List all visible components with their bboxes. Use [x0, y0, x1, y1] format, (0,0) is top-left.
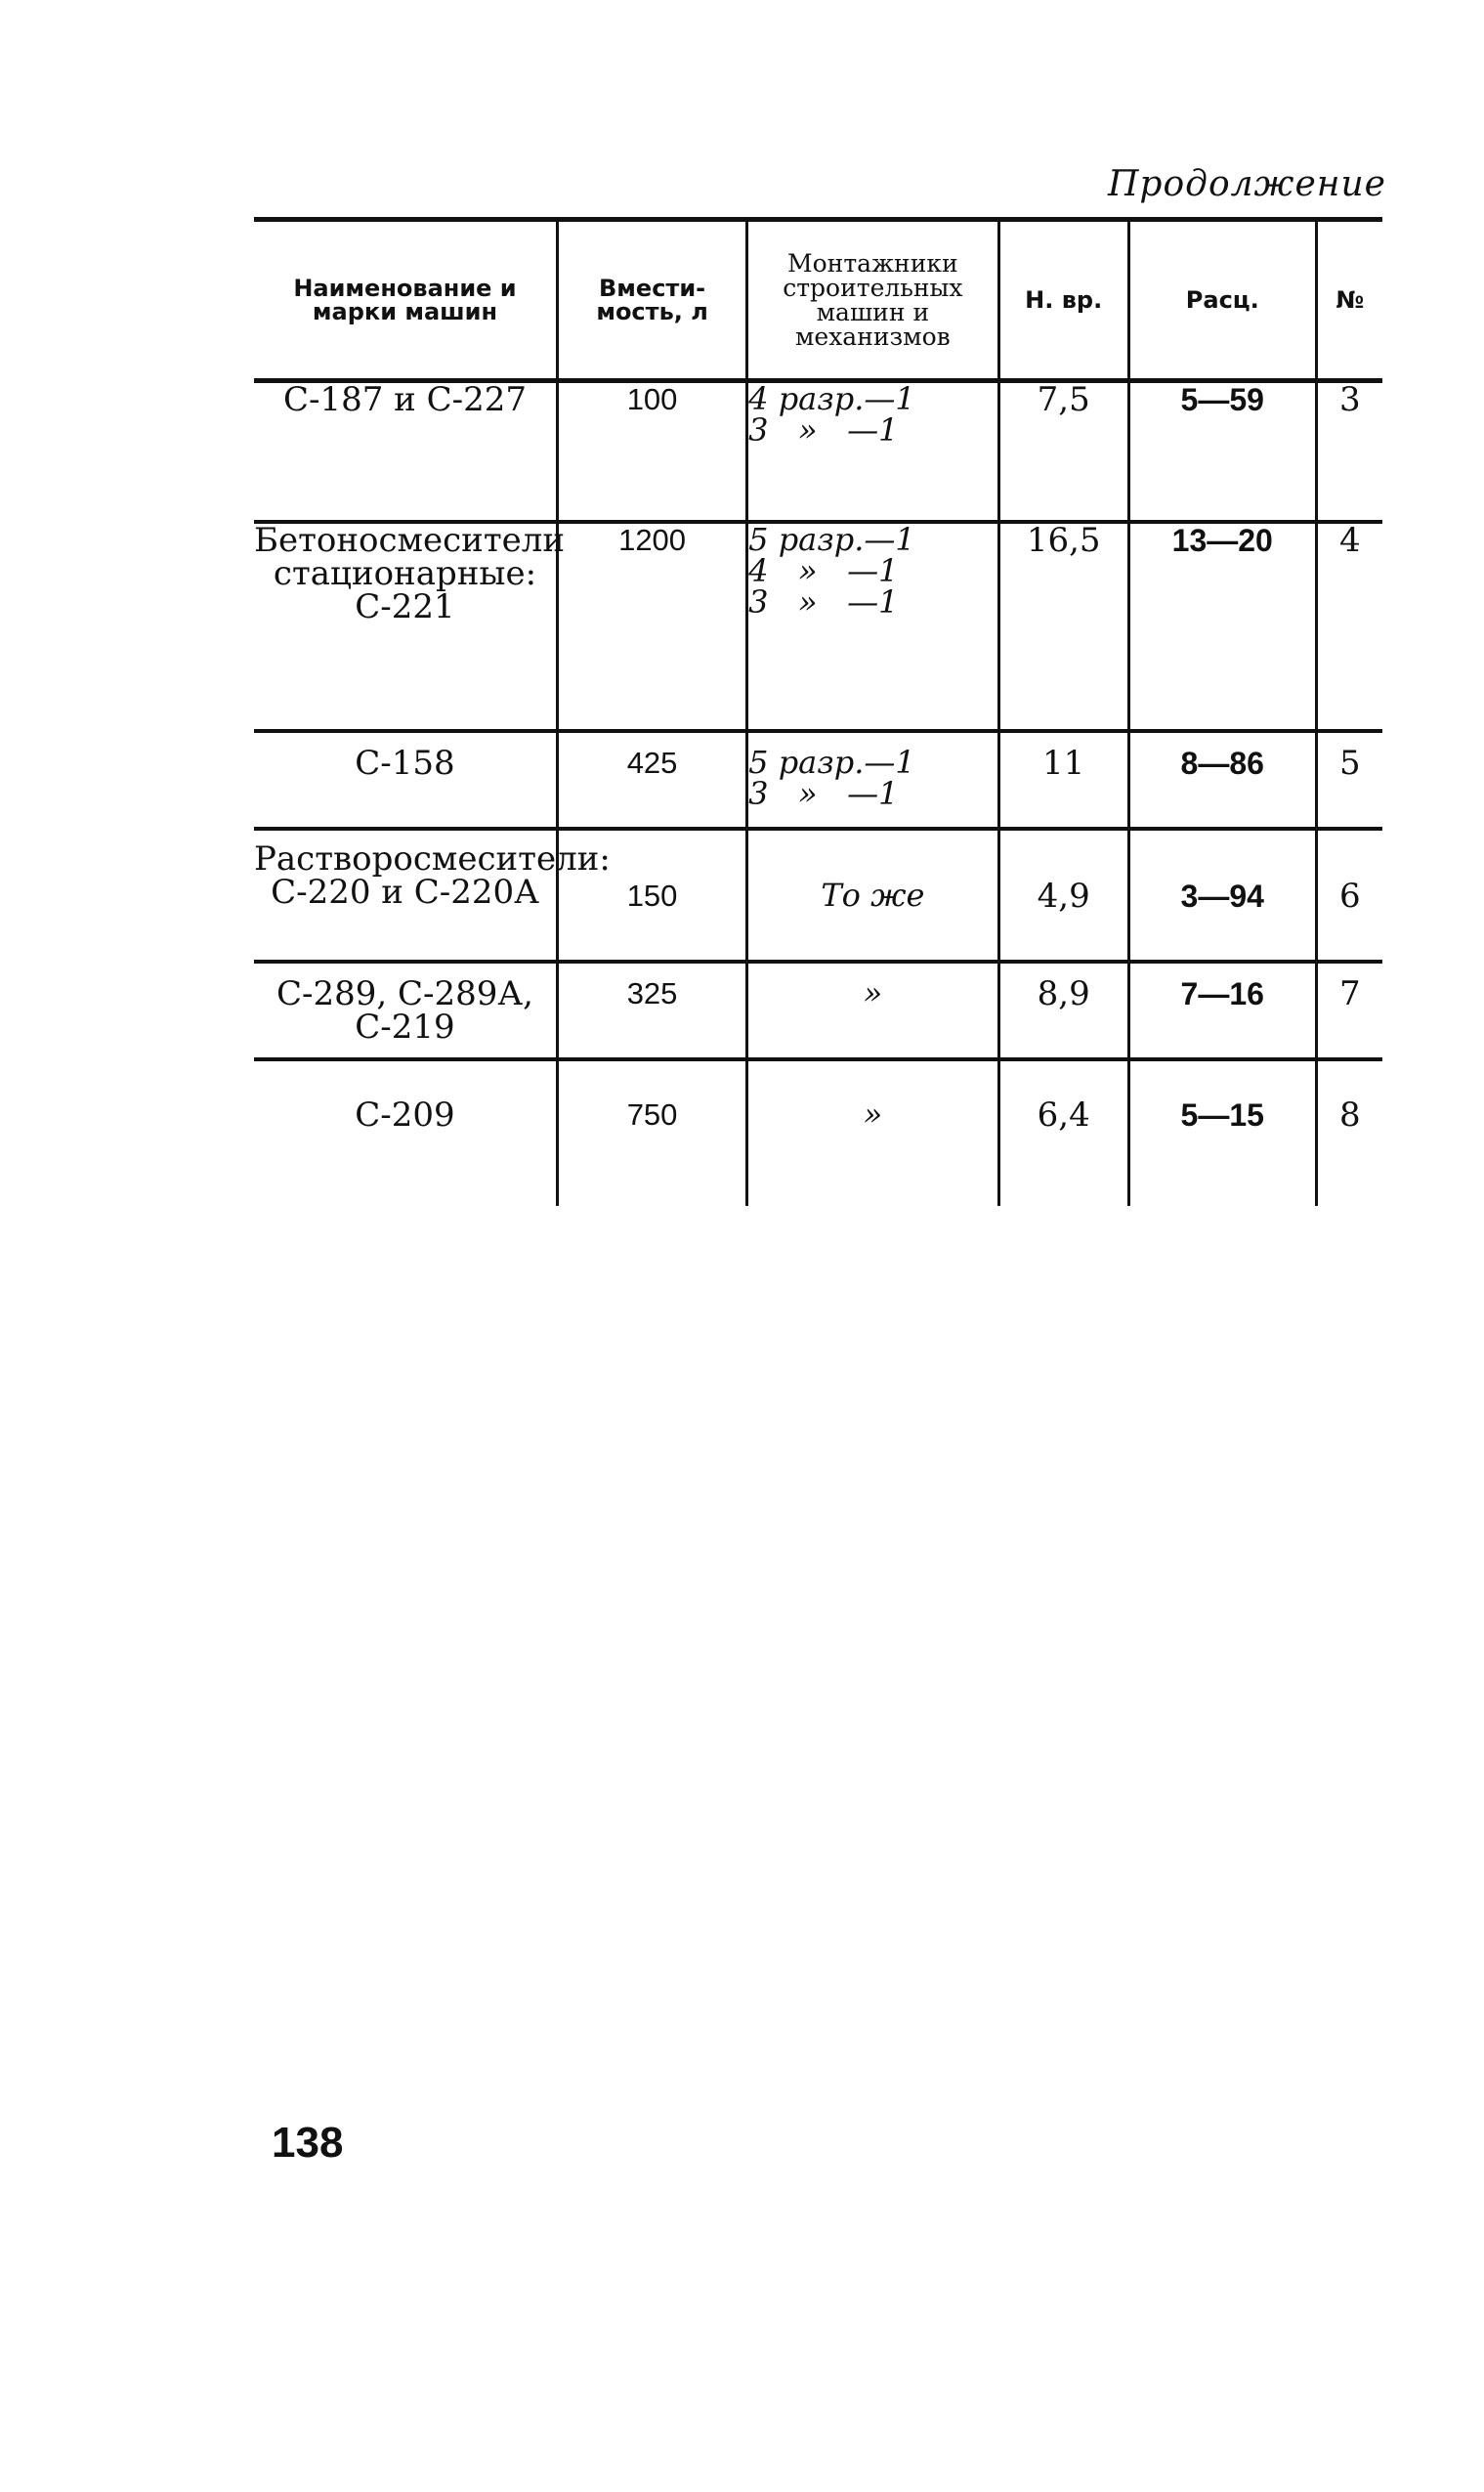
header-machine-name: Наименование и марки машин — [293, 275, 517, 325]
cell-workers — [747, 962, 998, 1059]
cell-machine-name — [254, 1059, 557, 1206]
worker-line: 5 разр.—1 — [748, 521, 915, 558]
continuation-label: Продолжение — [1108, 164, 1386, 204]
machine-name-line: С-158 — [355, 744, 455, 783]
header-number: № — [1316, 220, 1382, 381]
machine-name-line: С-289, С-289А, — [276, 974, 533, 1013]
machine-name-line: С-219 — [355, 1008, 455, 1047]
cell-norm-time: 11 — [998, 731, 1128, 829]
cell-norm-time: 4,9 — [998, 829, 1128, 962]
worker-line: » — [863, 974, 883, 1011]
page-number: 138 — [272, 2119, 344, 2167]
cell-norm-time: 6,4 — [998, 1059, 1128, 1206]
header-workers: Монтажники строительных машин и механизмов — [747, 220, 998, 381]
cell-machine-name — [254, 731, 557, 829]
table-row — [254, 1059, 1382, 1206]
worker-line: 4 разр.—1 — [748, 380, 915, 417]
cell-capacity: 150 — [557, 829, 746, 962]
worker-line: 3 » —1 — [748, 775, 899, 812]
cell-number: 7 — [1316, 962, 1382, 1059]
cell-number: 6 — [1316, 829, 1382, 962]
cell-capacity: 325 — [557, 962, 746, 1059]
table-row — [254, 829, 1382, 962]
cell-norm-time: 7,5 — [998, 381, 1128, 523]
table-row — [254, 962, 1382, 1059]
cell-rate: 7—16 — [1128, 962, 1316, 1059]
cell-workers — [747, 381, 998, 523]
table-row — [254, 381, 1382, 523]
table-header-row — [254, 220, 1382, 381]
machine-name-line: Бетоносмесители — [254, 521, 566, 560]
machine-name-line: Растворосмесители: — [254, 839, 611, 879]
header-capacity: Вмести-мость, л — [557, 220, 746, 381]
cell-machine-name — [254, 962, 557, 1059]
cell-workers — [747, 731, 998, 829]
table-row — [254, 731, 1382, 829]
cell-number: 4 — [1316, 522, 1382, 731]
machine-name-line: С-209 — [355, 1096, 455, 1135]
cell-capacity: 1200 — [557, 522, 746, 731]
worker-line: 5 разр.—1 — [748, 744, 915, 781]
cell-capacity: 750 — [557, 1059, 746, 1206]
cell-rate: 13—20 — [1128, 522, 1316, 731]
header-norm-time: Н. вр. — [998, 220, 1128, 381]
machine-name-line: стационарные: — [273, 554, 537, 593]
cell-norm-time: 16,5 — [998, 522, 1128, 731]
cell-norm-time: 8,9 — [998, 962, 1128, 1059]
cell-machine-name — [254, 829, 611, 962]
worker-line: 3 » —1 — [748, 583, 899, 621]
cell-machine-name — [254, 521, 566, 731]
cell-capacity: 100 — [557, 381, 746, 523]
cell-capacity: 425 — [557, 731, 746, 829]
machine-name-line: С-220 и С-220А — [271, 873, 539, 912]
cell-rate: 8—86 — [1128, 731, 1316, 829]
cell-rate: 3—94 — [1128, 829, 1316, 962]
norms-table — [254, 217, 1382, 1206]
cell-machine-name — [254, 381, 557, 523]
cell-rate: 5—59 — [1128, 381, 1316, 523]
cell-workers — [747, 1059, 998, 1206]
worker-line: 3 » —1 — [748, 411, 899, 449]
machine-name-line: С-187 и С-227 — [282, 380, 528, 419]
cell-rate: 5—15 — [1128, 1059, 1316, 1206]
worker-line: » — [863, 1096, 883, 1133]
worker-line: 4 » —1 — [748, 552, 899, 589]
worker-line: То же — [821, 877, 925, 914]
header-rate: Расц. — [1128, 220, 1316, 381]
cell-number: 5 — [1316, 731, 1382, 829]
table-row — [254, 522, 1382, 731]
machine-name-line: С-221 — [355, 587, 455, 626]
cell-number: 3 — [1316, 381, 1382, 523]
cell-workers — [747, 829, 998, 962]
cell-workers — [747, 522, 998, 731]
cell-number: 8 — [1316, 1059, 1382, 1206]
